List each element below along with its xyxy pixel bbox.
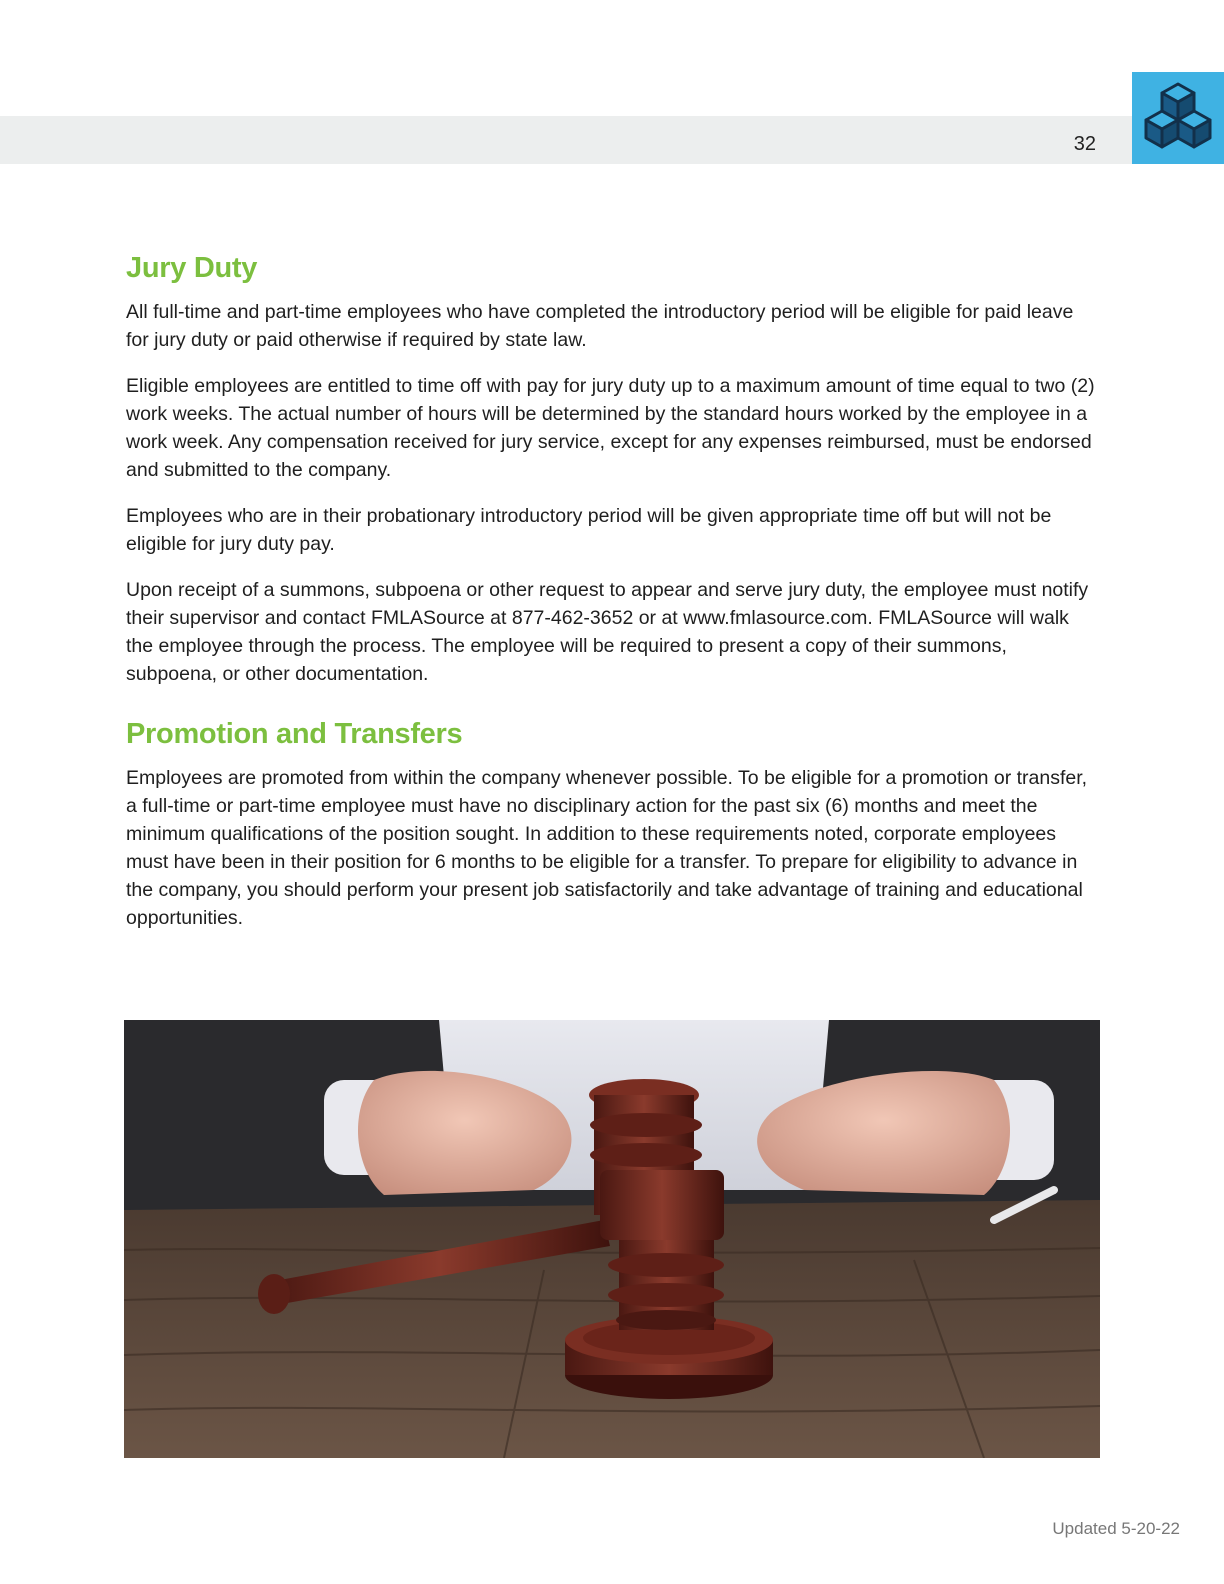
main-content [126, 250, 1098, 932]
logo [1132, 72, 1224, 164]
paragraph: Upon receipt of a summons, subpoena or other request to appear and serve jury duty, the employee must notify their supervisor and contact FMLASource at 877-462-3652 or at www.fmlasource.com. FMLASource will walk the employee through the process. The employee will be required to present a copy of their summons, subpoena, or other documentation. [126, 579, 1089, 685]
section-jury-duty [126, 250, 1098, 688]
paragraph: Employees who are in their probationary introductory period will be given appropriate time off but will not be eligible for jury duty pay. [126, 505, 1052, 555]
updated-date: Updated 5-20-22 [1052, 1519, 1180, 1538]
paragraph: Eligible employees are entitled to time off with pay for jury duty up to a maximum amount of time equal to two (2) work weeks. The actual number of hours will be determined by the standard hours worked by the employee in a work week. Any compensation received for jury service, except for any expenses reimbursed, must be endorsed and submitted to the company. [126, 375, 1095, 481]
stacked-cubes-icon [1140, 80, 1216, 156]
gavel-photo [124, 1020, 1100, 1458]
paragraph: Employees are promoted from within the company whenever possible. To be eligible for a promotion or transfer, a full-time or part-time employee must have no disciplinary action for the past six (6) months and meet the minimum qualifications of the position sought. In addition to these requirements noted, corporate employees must have been in their position for 6 months to be eligible for a transfer. To prepare for eligibility to advance in the company, you should perform your present job satisfactorily and take advantage of training and educational opportunities. [126, 767, 1088, 929]
header-bar [0, 116, 1132, 164]
paragraph: All full-time and part-time employees who have completed the introductory period will be eligible for paid leave for jury duty or paid otherwise if required by state law. [126, 301, 1074, 351]
section-heading: Promotion and Transfers [126, 718, 463, 750]
page-number: 32 [1073, 133, 1096, 155]
section-promotion-transfers [126, 716, 1098, 932]
section-heading: Jury Duty [126, 252, 258, 284]
